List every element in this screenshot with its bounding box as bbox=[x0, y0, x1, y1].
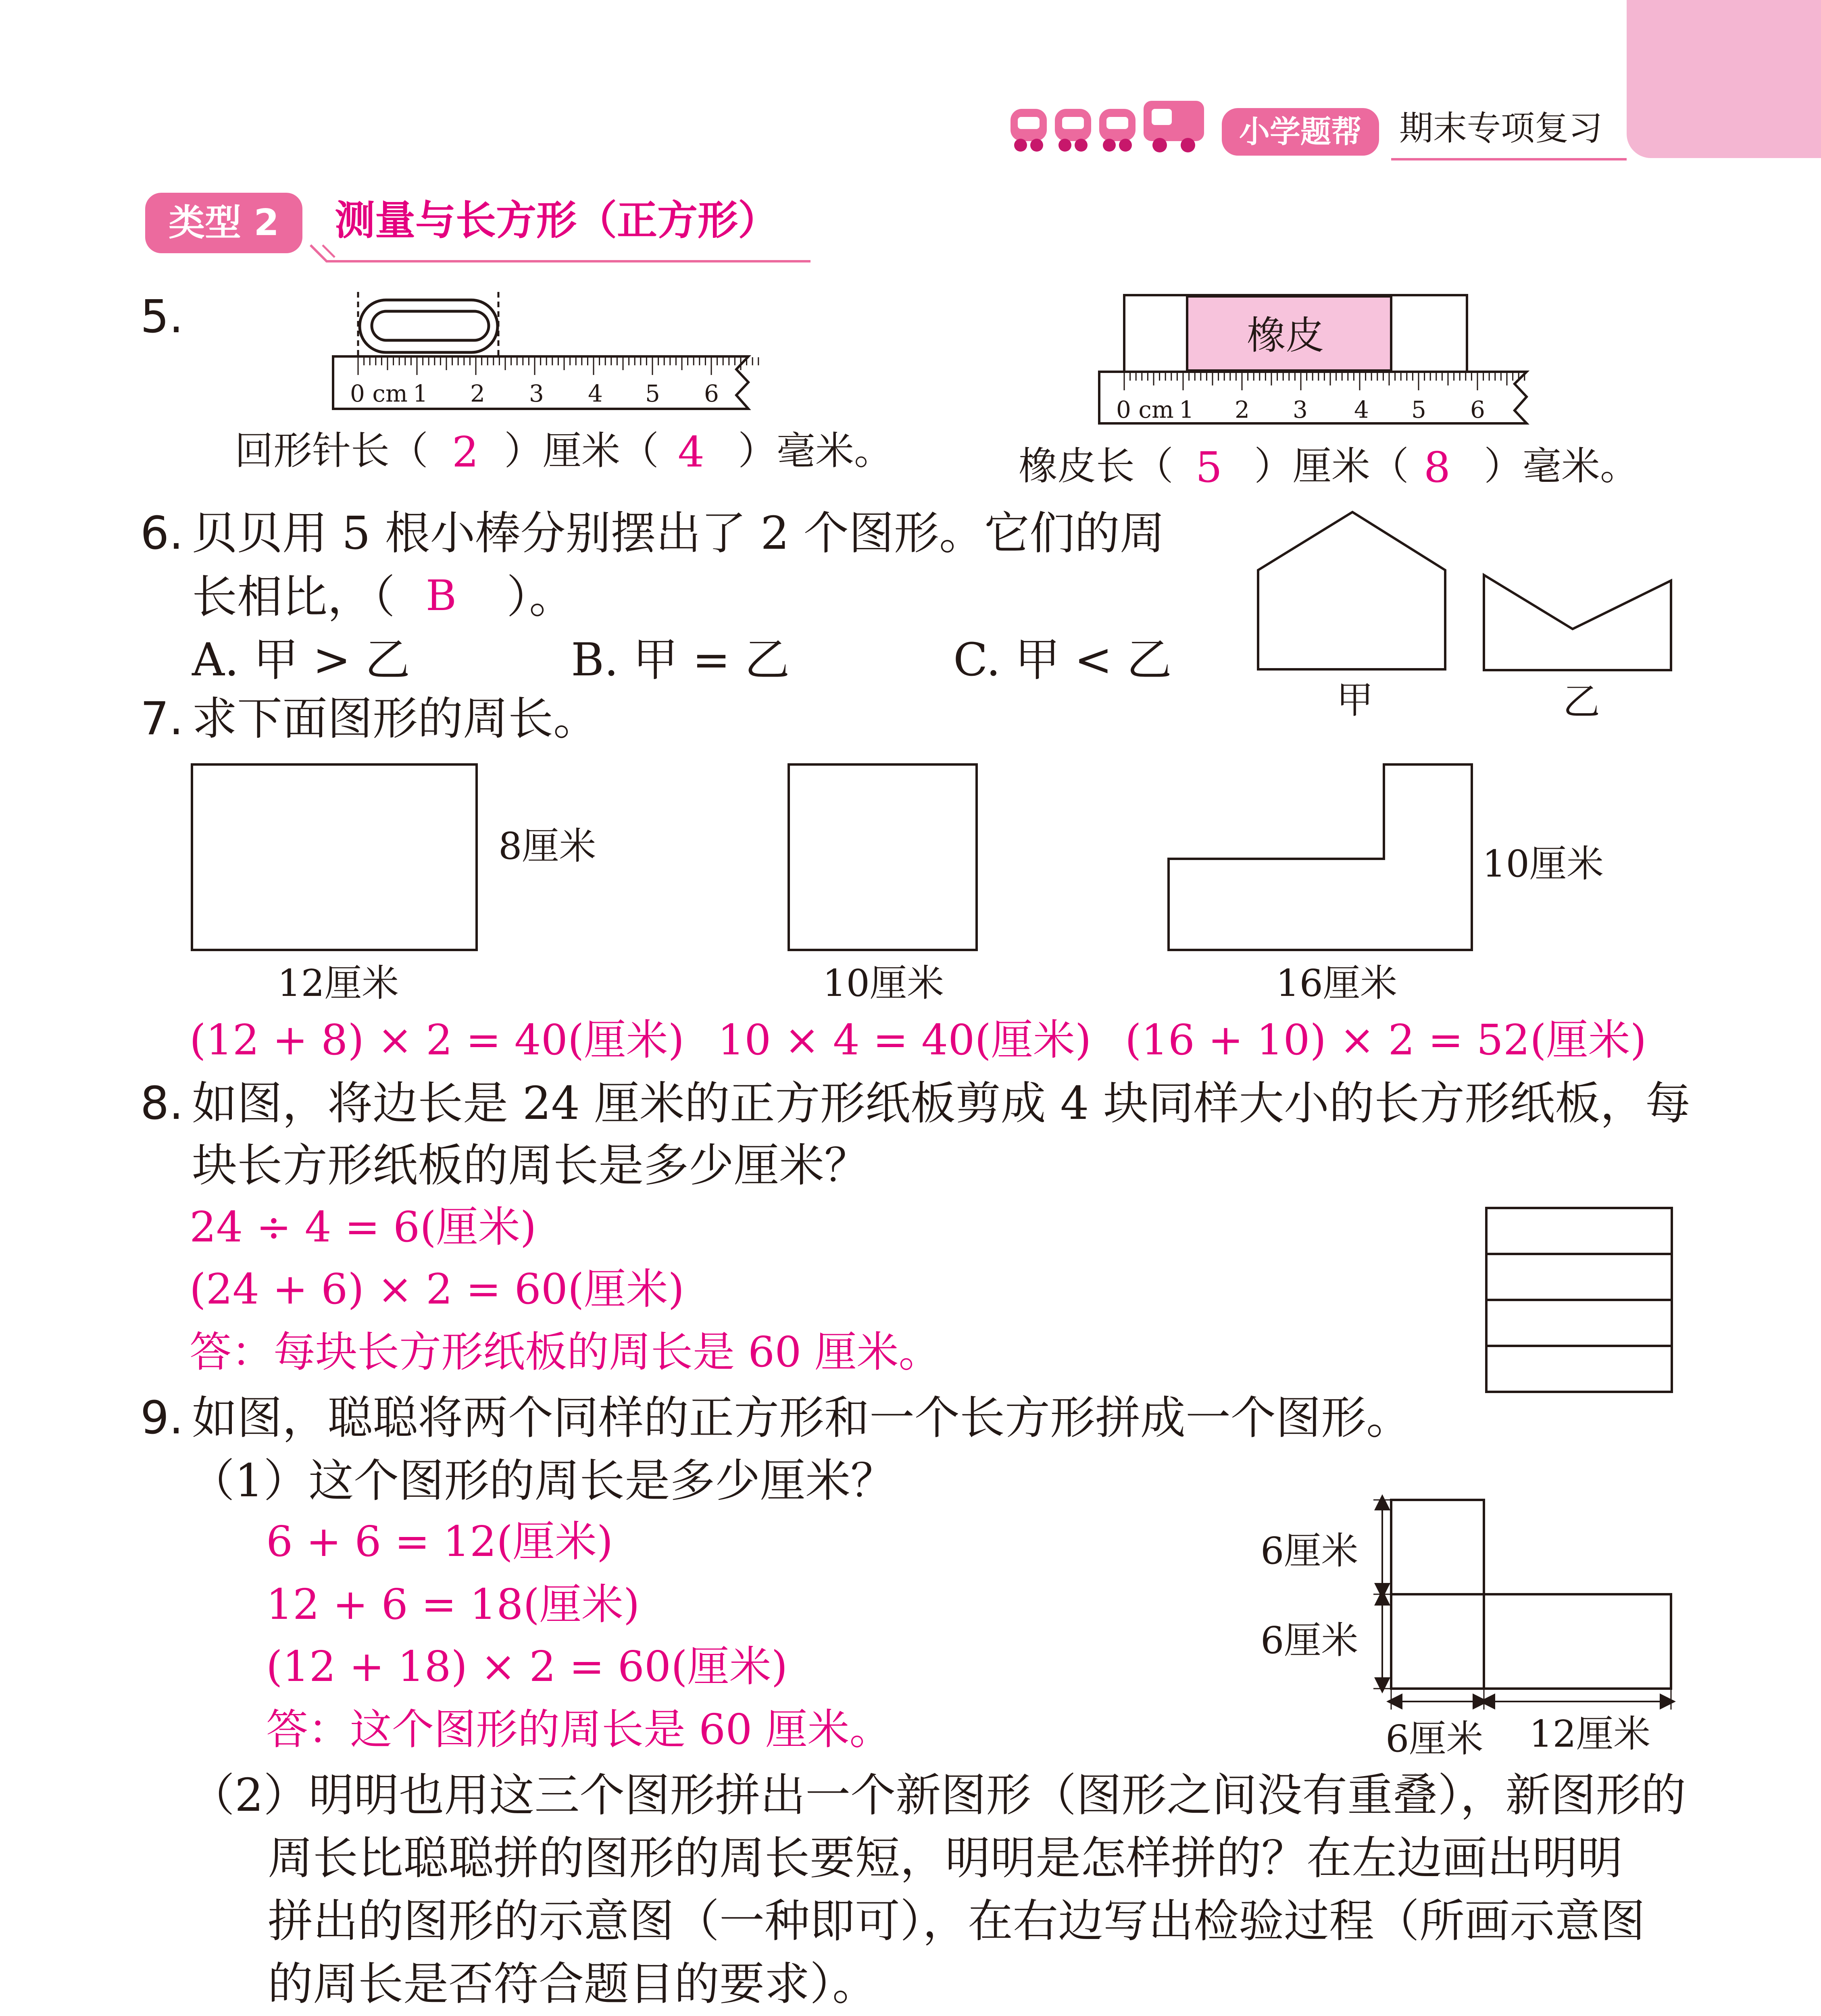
q7-answer-1: (12 + 8) × 2 = 40(厘米) bbox=[190, 1015, 685, 1064]
q7-number: 7. bbox=[140, 693, 183, 745]
q5-eraser-mm-answer: 8 bbox=[1423, 443, 1451, 492]
q9-text: 如图，聪聪将两个同样的正方形和一个长方形拼成一个图形。 bbox=[192, 1392, 1411, 1444]
ruler2-tick-3: 3 bbox=[1293, 396, 1308, 423]
fig3-bottom-label: 16厘米 bbox=[1276, 962, 1398, 1005]
q9-fig-bottom-left-label: 6厘米 bbox=[1386, 1717, 1483, 1760]
ruler1-tick-1: 1 bbox=[413, 380, 428, 407]
q8-line2: 块长方形纸板的周长是多少厘米？ bbox=[192, 1139, 869, 1192]
q9-part1-answer-1: 6 + 6 = 12(厘米) bbox=[266, 1517, 613, 1566]
fig-rectangle bbox=[192, 764, 477, 950]
shape-yi bbox=[1484, 575, 1671, 670]
q6-option-b: B. 甲 = 乙 bbox=[571, 634, 790, 686]
q5-clip-mm-answer: 4 bbox=[677, 427, 705, 477]
q8-square-figure bbox=[1484, 1206, 1673, 1395]
q9-part1-label: （1）这个图形的周长是多少厘米？ bbox=[190, 1455, 896, 1507]
train-icon bbox=[1006, 97, 1208, 161]
q8-number: 8. bbox=[140, 1077, 183, 1130]
q6-option-a: A. 甲 > 乙 bbox=[192, 634, 410, 686]
q5-eraser-suffix: ）毫米。 bbox=[1484, 444, 1639, 489]
q9-part2-line1: （2）明明也用这三个图形拼出一个新图形（图形之间没有重叠），新图形的 bbox=[190, 1769, 1686, 1822]
q5-eraser-mid: ）厘米（ bbox=[1254, 444, 1409, 489]
ruler1-unit-label: 0 cm bbox=[350, 380, 408, 407]
fig3-side-label: 10厘米 bbox=[1482, 842, 1604, 885]
q9-composite-figure bbox=[1331, 1492, 1694, 1742]
q5-clip-cm-answer: 2 bbox=[452, 427, 479, 477]
q5-clip-prefix: 回形针长（ bbox=[235, 428, 428, 473]
q7-answer-2: 10 × 4 = 40(厘米) bbox=[718, 1015, 1092, 1064]
ruler2-tick-4: 4 bbox=[1354, 396, 1369, 423]
q6-line1: 贝贝用 5 根小棒分别摆出了 2 个图形。它们的周 bbox=[192, 507, 1165, 560]
section-underline bbox=[310, 242, 819, 262]
q9-fig-middle-label: 6厘米 bbox=[1261, 1619, 1358, 1662]
q9-fig-bottom-right-label: 12厘米 bbox=[1529, 1712, 1651, 1756]
header-title: 期末专项复习 bbox=[1399, 108, 1603, 148]
header-rule bbox=[1391, 158, 1627, 160]
ruler2-unit-label: 0 cm bbox=[1116, 396, 1174, 423]
q9-part1-answer-3: (12 + 18) × 2 = 60(厘米) bbox=[266, 1642, 788, 1691]
q5-clip-mid: ）厘米（ bbox=[504, 428, 659, 473]
q6-option-c: C. 甲 < 乙 bbox=[953, 634, 1172, 686]
q8-line1: 如图，将边长是 24 厘米的正方形纸板剪成 4 块同样大小的长方形纸板，每 bbox=[192, 1077, 1691, 1130]
q8-answer-2: (24 + 6) × 2 = 60(厘米) bbox=[190, 1264, 685, 1314]
ruler1-tick-5: 5 bbox=[645, 380, 660, 407]
header-corner-block bbox=[1627, 0, 1821, 158]
shape-yi-label: 乙 bbox=[1563, 680, 1600, 723]
q5-eraser-cm-answer: 5 bbox=[1195, 443, 1223, 492]
q7-answer-3: (16 + 10) × 2 = 52(厘米) bbox=[1125, 1015, 1647, 1064]
ruler2-tick-6: 6 bbox=[1470, 396, 1485, 423]
shape-jia bbox=[1258, 512, 1445, 669]
q8-answer-1: 24 ÷ 4 = 6(厘米) bbox=[190, 1202, 537, 1252]
eraser-label: 橡皮 bbox=[1247, 313, 1324, 358]
section-title: 测量与长方形（正方形） bbox=[335, 197, 778, 244]
q5-clip-suffix: ）毫米。 bbox=[738, 428, 893, 473]
q9-part2-line3: 拼出的图形的示意图（一种即可），在右边写出检验过程（所画示意图 bbox=[268, 1895, 1645, 1947]
q6-shapes bbox=[1254, 508, 1681, 677]
q8-answer-3: 答：每块长方形纸板的周长是 60 厘米。 bbox=[190, 1327, 941, 1377]
q6-line2-suffix: ）。 bbox=[506, 571, 574, 623]
q9-number: 9. bbox=[140, 1392, 183, 1444]
q6-line2-prefix: 长相比，（ bbox=[192, 571, 395, 623]
fig1-side-label: 8厘米 bbox=[498, 825, 596, 868]
ruler1-tick-6: 6 bbox=[704, 380, 719, 407]
q7-text: 求下面图形的周长。 bbox=[192, 693, 598, 745]
paper-clip-icon bbox=[360, 300, 498, 352]
q9-part2-line4: 的周长是否符合题目的要求）。 bbox=[268, 1958, 877, 2010]
fig2-bottom-label: 10厘米 bbox=[823, 962, 944, 1005]
section-badge: 类型 2 bbox=[145, 193, 302, 253]
shape-jia-label: 甲 bbox=[1336, 679, 1374, 722]
series-badge: 小学题帮 bbox=[1222, 108, 1379, 156]
q9-fig-top-label: 6厘米 bbox=[1261, 1529, 1358, 1572]
ruler2-tick-1: 1 bbox=[1179, 396, 1194, 423]
fig-l-shape bbox=[1169, 764, 1472, 950]
ruler1-tick-3: 3 bbox=[529, 380, 544, 407]
ruler1-tick-4: 4 bbox=[588, 380, 603, 407]
q6-answer: B bbox=[425, 571, 457, 620]
q5-number: 5. bbox=[140, 291, 183, 343]
ruler1-tick-2: 2 bbox=[470, 380, 485, 407]
ruler2-tick-5: 5 bbox=[1411, 396, 1426, 423]
q5-eraser-prefix: 橡皮长（ bbox=[1019, 444, 1173, 489]
fig1-bottom-label: 12厘米 bbox=[277, 962, 399, 1005]
q9-part1-answer-4: 答：这个图形的周长是 60 厘米。 bbox=[266, 1705, 892, 1754]
q9-part1-answer-2: 12 + 6 = 18(厘米) bbox=[266, 1580, 640, 1629]
ruler2-tick-2: 2 bbox=[1235, 396, 1250, 423]
q6-number: 6. bbox=[140, 507, 183, 560]
q9-part2-line2: 周长比聪聪拼的图形的周长要短，明明是怎样拼的？在左边画出明明 bbox=[268, 1832, 1623, 1885]
fig-square bbox=[789, 764, 977, 950]
q7-figures bbox=[190, 762, 1520, 964]
